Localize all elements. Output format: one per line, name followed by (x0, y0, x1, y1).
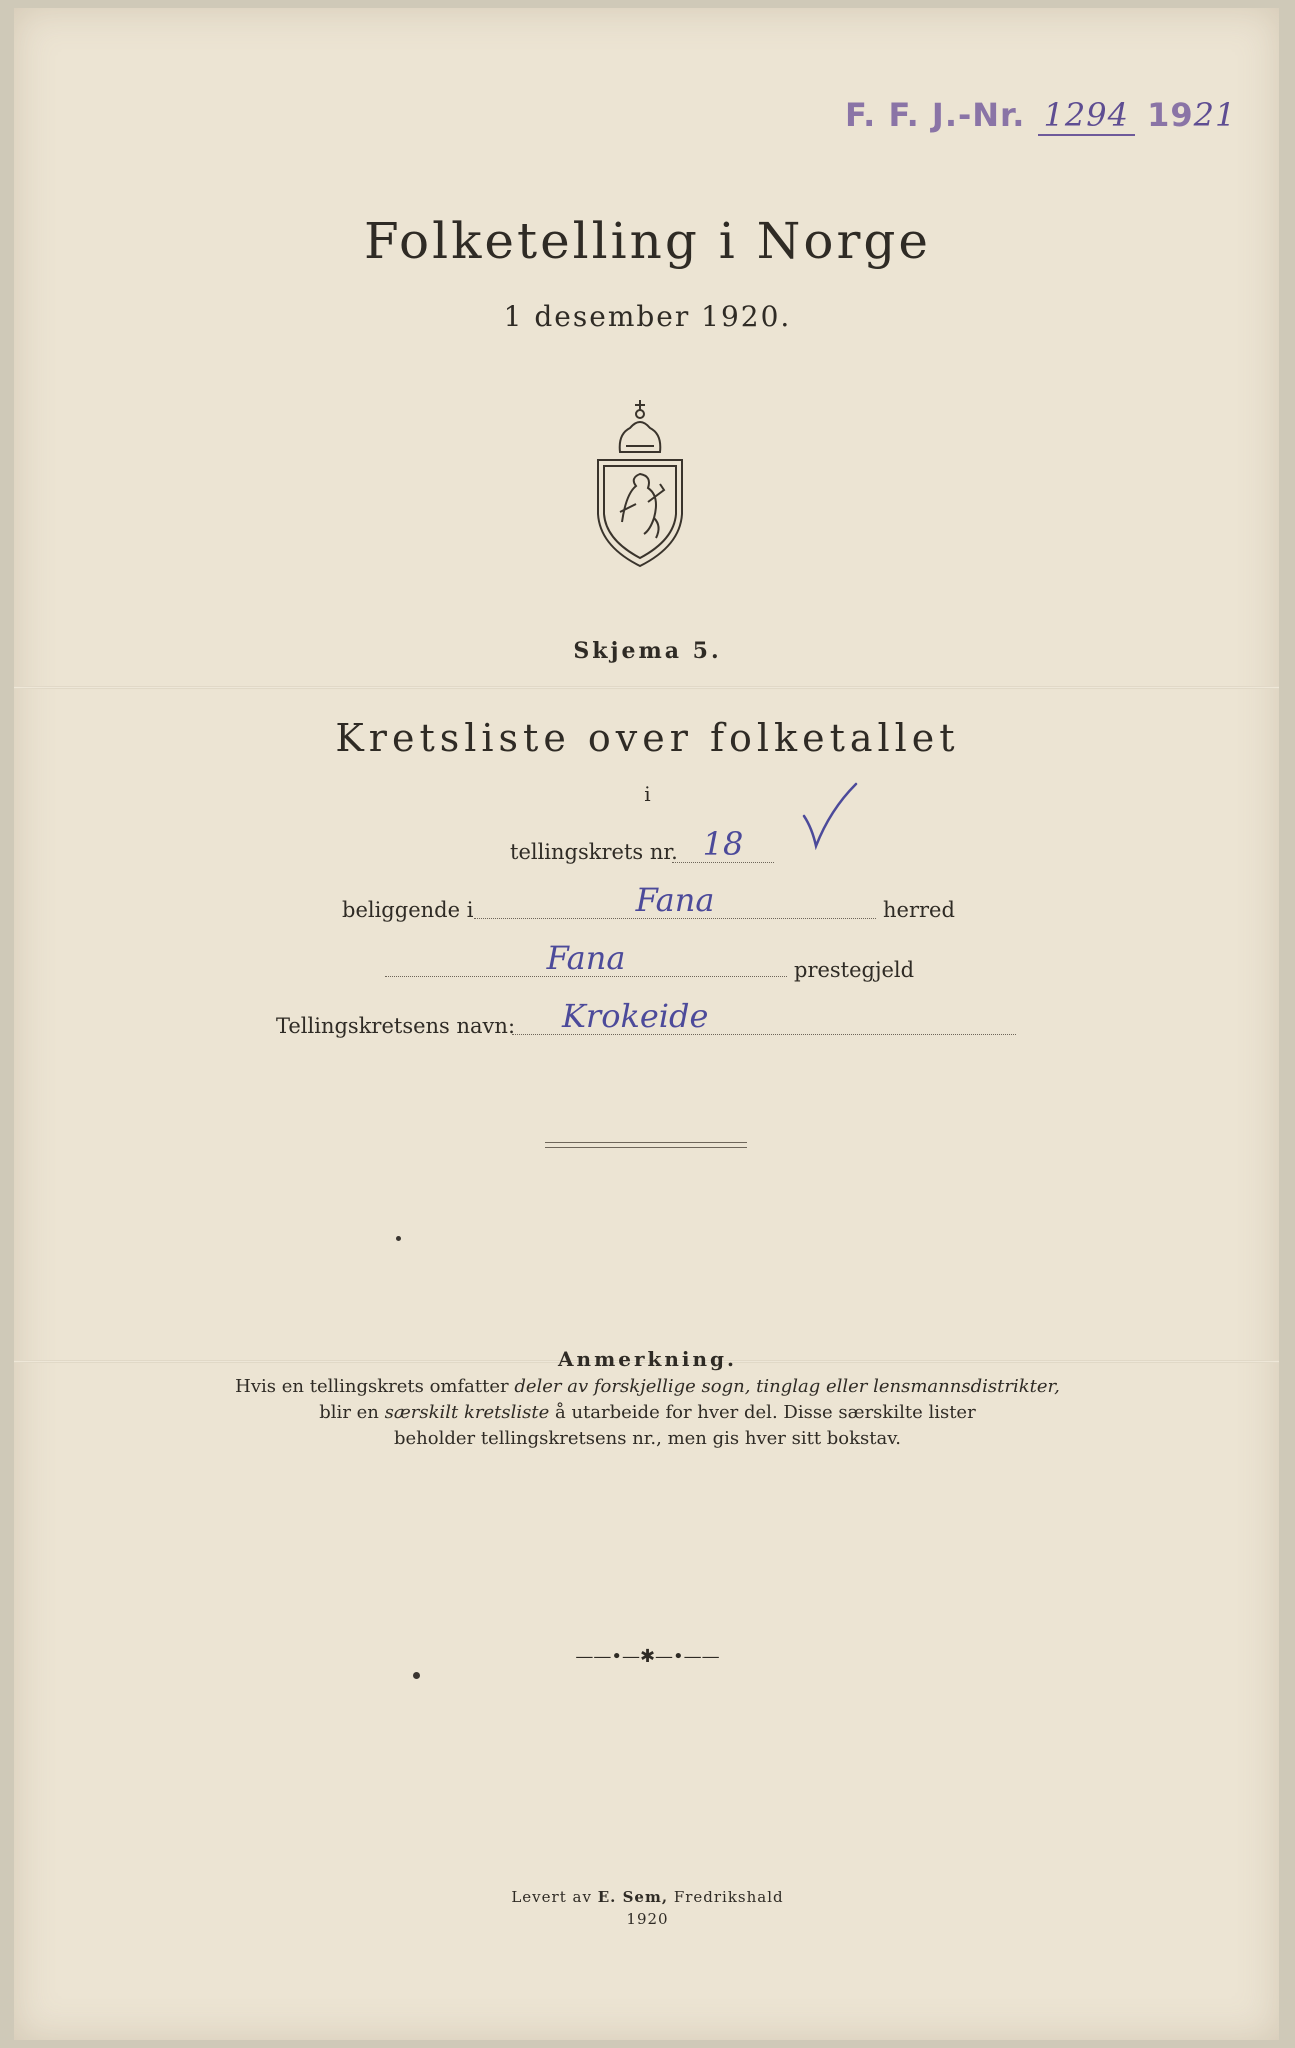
herred-label: herred (883, 898, 955, 922)
krets-number-field: 18 (672, 826, 774, 863)
printer-year: 1920 (626, 1910, 669, 1928)
note-line-2-a: blir en (319, 1402, 385, 1423)
double-rule-divider (545, 1142, 747, 1148)
census-date: 1 desember 1920. (503, 300, 792, 333)
printer-imprint (0, 1886, 1295, 1930)
stamp-prefix: F. F. J.-Nr. (845, 96, 1026, 134)
beliggende-label: beliggende i (342, 898, 474, 922)
note-line-2-c: å utarbeide for hver del. Disse særskilte lister (549, 1402, 976, 1423)
stamp-year-printed: 19 (1147, 96, 1194, 134)
printer-name: E. Sem, (597, 1888, 669, 1906)
printer-line (0, 1886, 1295, 1908)
subtitle: Kretsliste over folketallet (335, 716, 960, 760)
note-line-1-a: Hvis en tellingskrets omfatter (235, 1376, 515, 1397)
form-label: Skjema 5. (573, 638, 722, 664)
note-line-1 (0, 1374, 1295, 1400)
krets-label: tellingskrets nr. (510, 840, 678, 864)
note-heading: Anmerkning. (558, 1347, 737, 1371)
navn-label: Tellingskretsens navn: (276, 1014, 516, 1038)
note-line-1-b: deler av forskjellige sogn, tinglag eller lensmannsdistrikter, (514, 1376, 1060, 1397)
note-line-3: beholder tellingskretsens nr., men gis hver sitt bokstav. (393, 1428, 901, 1449)
page-title: Folketelling i Norge (364, 212, 931, 270)
norwegian-coat-of-arms-icon (590, 394, 690, 568)
krets-name-field: Krokeide (512, 998, 1016, 1035)
prestegjeld-field: Fana (385, 940, 787, 977)
ink-speck (413, 1672, 420, 1679)
ornament-divider: ——•—✱—•—— (575, 1646, 720, 1667)
checkmark-icon (800, 780, 860, 850)
prestegjeld-label: prestegjeld (794, 958, 915, 982)
fold-line (14, 686, 1279, 689)
printer-place: Fredrikshald (668, 1888, 784, 1906)
printer-prefix: Levert av (511, 1888, 598, 1906)
note-line-2 (0, 1400, 1295, 1426)
connector-text: i (644, 782, 651, 806)
note-text (0, 1374, 1295, 1452)
stamp-year-written: 21 (1193, 96, 1237, 134)
archive-stamp (845, 96, 1236, 134)
stamp-number: 1294 (1038, 96, 1135, 136)
note-line-2-b: særskilt kretsliste (384, 1402, 550, 1423)
herred-field: Fana (474, 882, 876, 919)
ink-speck (396, 1236, 401, 1241)
